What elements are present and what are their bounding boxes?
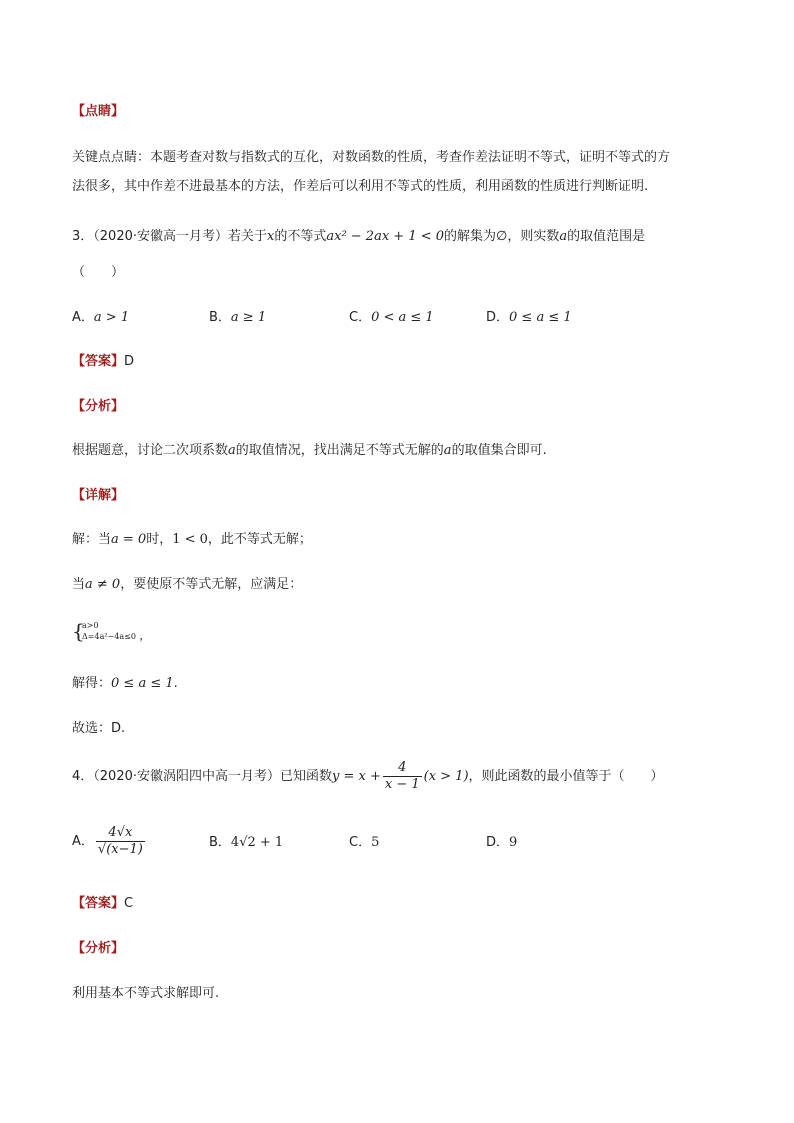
q3-suffix: 的取值范围是 — [567, 229, 646, 244]
q3-answer — [72, 352, 134, 372]
dianjing-heading: 【点睛】 — [72, 104, 125, 119]
answer-value: C — [124, 896, 134, 911]
q4-option-a-fraction: $\frac{4√x}{√(x-1)}$ — [97, 825, 143, 857]
q4-fraction: $\frac{4}{x - 1}$ — [384, 760, 420, 792]
answer-tag: 【答案】 — [72, 354, 125, 369]
left-brace: { — [72, 619, 85, 643]
q3-analysis-text: 根据题意，讨论二次项系数a的取值情况，找出满足不等式无解的a的取值集合即可. — [72, 443, 547, 458]
system-row-1: a>0 — [82, 621, 99, 630]
q4-option-b: B．4√2 + 1 — [209, 835, 284, 850]
q3-option-b: B．a ≥ 1 — [209, 310, 267, 325]
q3-detail-heading: 【详解】 — [72, 488, 125, 503]
q3-detail-line-2: 当a ≠ 0，要使原不等式无解，应满足： — [72, 577, 303, 592]
q4-stem — [72, 759, 664, 795]
system-row-2: Δ=4a²−4a≤0 ， — [82, 629, 151, 642]
q4-func-lhs: y = x + — [332, 769, 381, 784]
dianjing-line-2: 法很多，其中作差不进最基本的方法，作差后可以利用不等式的性质，利用函数的性质进行判断证明. — [72, 179, 649, 194]
q3-prefix: 3．（2020·安徽高一月考）若关于 — [72, 229, 267, 244]
answer-value: D — [124, 354, 135, 369]
q3-option-d: D．0 ≤ a ≤ 1 — [486, 310, 572, 325]
q3-mid1: 的不等式 — [274, 229, 327, 244]
q4-analysis-heading: 【分析】 — [72, 941, 125, 956]
q3-analysis-heading: 【分析】 — [72, 399, 125, 414]
q3-var-a: a — [559, 229, 568, 244]
q4-answer — [72, 894, 133, 914]
q3-option-c: C．0 < a ≤ 1 — [349, 310, 434, 325]
q4-prefix: 4．（2020·安徽涡阳四中高一月考）已知函数 — [72, 769, 332, 784]
q3-paren: （ ） — [72, 265, 125, 280]
answer-tag: 【答案】 — [72, 896, 125, 911]
q3-option-a: A．a > 1 — [72, 310, 130, 325]
q3-inequality-system — [72, 621, 150, 642]
q4-condition: (x > 1) — [423, 769, 469, 784]
q4-suffix: ，则此函数的最小值等于（ ） — [468, 769, 664, 784]
q4-option-a: A． $\frac{4√x}{√(x-1)}$ — [72, 825, 143, 857]
q3-inequality: ax² − 2ax + 1 < 0 — [326, 229, 445, 244]
q3-solution: 解得：0 ≤ a ≤ 1. — [72, 676, 178, 691]
q4-option-c: C．5 — [349, 835, 380, 850]
q4-option-d: D．9 — [486, 835, 518, 850]
q3-var-x: x — [267, 229, 275, 244]
q3-stem — [72, 227, 645, 247]
q3-mid2: 的解集为∅，则实数 — [444, 229, 560, 244]
q3-detail-line-1: 解：当a = 0时，1 < 0，此不等式无解； — [72, 532, 312, 547]
dianjing-line-1: 关键点点睛：本题考查对数与指数式的互化，对数函数的性质，考查作差法证明不等式，证明不等式的方 — [72, 150, 671, 165]
q4-analysis-text: 利用基本不等式求解即可. — [72, 986, 220, 1001]
q3-choice: 故选：D. — [72, 721, 126, 736]
